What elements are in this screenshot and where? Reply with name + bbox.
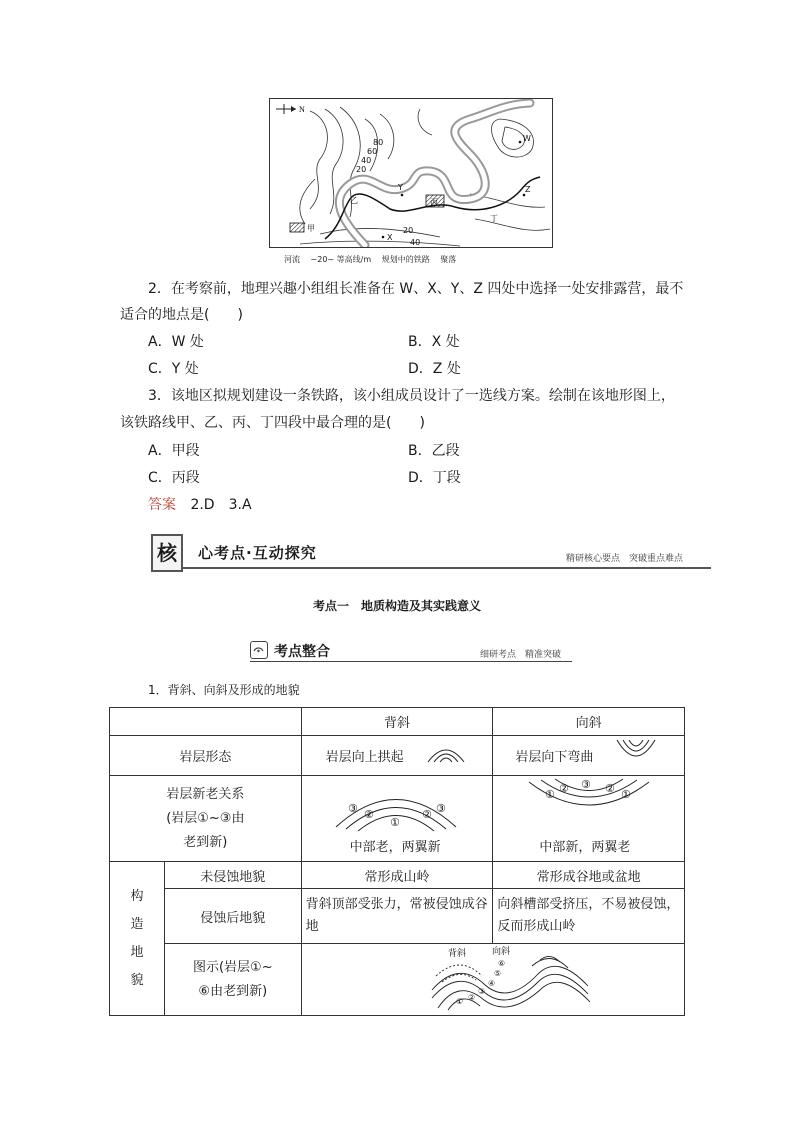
point-y: Y (398, 183, 403, 192)
diagram-anticline-label: 背斜 (447, 949, 466, 959)
subsection-subtitle: 细研考点 精准突破 (480, 650, 562, 660)
anti-num-5: ③ (435, 802, 446, 815)
diagram-num-3: ③ (477, 987, 485, 996)
diagram-num-4: ④ (487, 979, 495, 988)
diagram-label-line2: ⑥由老到新) (198, 983, 268, 999)
q2-option-a[interactable]: A．W 处 (148, 334, 204, 350)
header-anticline: 背斜 (301, 708, 493, 736)
syncline-shape-text: 岩层向下弯曲 (515, 750, 594, 765)
subsection-title: 考点整合 (274, 644, 330, 660)
row-age-label (110, 776, 302, 862)
q3-option-b[interactable]: B．乙段 (408, 443, 460, 459)
contour-label-80: 80 (373, 138, 384, 147)
diagram-num-1: ① (455, 997, 463, 1006)
row-uneroded-syncline: 常形成谷地或盆地 (493, 862, 685, 889)
row-eroded (110, 889, 685, 944)
contour-label-60: 60 (367, 147, 378, 156)
anticline-age-text: 中部老，两翼新 (349, 840, 441, 855)
q3-option-d[interactable]: D．丁段 (408, 470, 461, 486)
row-age-anticline (301, 776, 493, 862)
header-empty-cell (110, 708, 302, 736)
answer-label: 答案 (148, 497, 176, 513)
answer-line (148, 495, 252, 515)
syn-num-2: ② (559, 782, 570, 795)
group-char-2: 造 (130, 916, 144, 932)
syn-num-1: ① (545, 788, 556, 801)
row-eroded-anticline: 背斜顶部受张力，常被侵蚀成谷地 (301, 889, 493, 944)
contour-label-40: 40 (361, 156, 372, 165)
legend-settlement: 聚落 (440, 255, 457, 264)
group-char-1: 构 (130, 888, 144, 904)
section-banner-title: 心考点·互动探究 (198, 544, 317, 562)
row-age (110, 776, 685, 862)
kaodian-title: 考点一 地质构造及其实践意义 (312, 599, 481, 613)
row-eroded-label: 侵蚀后地貌 (164, 889, 301, 944)
q2-option-d[interactable]: D．Z 处 (408, 361, 461, 377)
segment-ding: 丁 (490, 214, 498, 223)
section-banner-box: 核 (151, 534, 183, 572)
q2-stem-line1: 2．在考察前，地理兴趣小组组长准备在 W、X、Y、Z 四处中选择一处安排露营，最不 (148, 281, 684, 297)
row-uneroded-label: 未侵蚀地貌 (164, 862, 301, 889)
point-x: X (387, 233, 393, 242)
group-label-landform (110, 862, 165, 1016)
diagram-num-2: ② (467, 993, 475, 1002)
row-shape-syncline (493, 736, 685, 776)
segment-yi: 乙 (350, 196, 358, 205)
point-z: Z (525, 185, 531, 194)
legend-river: 河流 (284, 255, 300, 264)
anticline-shape-text: 岩层向上拱起 (325, 750, 404, 765)
row-uneroded-anticline: 常形成山岭 (301, 862, 493, 889)
legend-contour: ~20~ 等高线/m (310, 255, 372, 264)
section-banner-line (183, 567, 711, 569)
group-char-4: 貌 (130, 972, 144, 988)
row-shape (110, 736, 685, 776)
header-syncline: 向斜 (493, 708, 685, 736)
diagram-label-line1: 图示(岩层①~ (192, 959, 273, 975)
q3-stem-line2: 该铁路线甲、乙、丙、丁四段中最合理的是( ) (120, 415, 425, 431)
fold-structure-table (109, 707, 685, 1016)
q2-stem-line2: 适合的地点是( ) (120, 307, 243, 323)
north-label: N (299, 105, 305, 114)
syn-num-4: ② (605, 782, 616, 795)
fold-erosion-diagram (428, 946, 598, 1012)
row-eroded-syncline: 向斜槽部受挤压，不易被侵蚀，反而形成山岭 (493, 889, 685, 944)
q3-stem-line1: 3．该地区拟规划建设一条铁路，该小组成员设计了一选线方案。绘制在该地形图上， (148, 388, 675, 404)
row-shape-label: 岩层形态 (110, 736, 302, 776)
age-label-line3: 老到新) (183, 834, 228, 850)
row-uneroded (110, 862, 685, 889)
anti-num-4: ② (421, 808, 432, 821)
settlement-jia (290, 223, 304, 232)
group-char-3: 地 (130, 944, 144, 960)
book-icon (250, 641, 268, 659)
topographic-map (269, 98, 553, 248)
segment-jia: 甲 (307, 224, 315, 233)
anti-num-3: ① (389, 816, 400, 829)
q2-option-c[interactable]: C．Y 处 (148, 361, 199, 377)
contour-label-40b: 40 (410, 238, 421, 247)
row-diagram-cell (301, 944, 684, 1016)
q3-option-a[interactable]: A．甲段 (148, 443, 200, 459)
syn-num-3: ③ (581, 778, 592, 791)
age-label-line2: (岩层①~③由 (166, 810, 245, 826)
subsection-line (250, 661, 572, 662)
row-diagram (110, 944, 685, 1016)
anticline-age-diagram (326, 782, 466, 832)
segment-bing: 丙 (430, 198, 438, 207)
syncline-shape-icon (613, 738, 659, 766)
contour-label-20b: 20 (403, 226, 414, 235)
contour-label-20: 20 (356, 165, 367, 174)
diagram-syncline-label: 向斜 (491, 947, 510, 957)
diagram-num-6: ⑥ (497, 959, 505, 968)
syn-num-5: ① (621, 788, 632, 801)
row-diagram-label (164, 944, 301, 1016)
row-age-syncline (493, 776, 685, 862)
point-w: W (523, 134, 531, 143)
legend-railway: 规划中的铁路 (381, 255, 430, 264)
q3-option-c[interactable]: C．丙段 (148, 470, 200, 486)
map-legend (284, 254, 464, 265)
answer-value: 2.D 3.A (190, 497, 252, 513)
section-banner-subtitle: 精研核心要点 突破重点难点 (566, 554, 684, 564)
syncline-age-text: 中部新，两翼老 (539, 840, 631, 855)
age-label-line1: 岩层新老关系 (166, 786, 245, 802)
anticline-shape-icon (424, 740, 468, 764)
table-header-row (110, 708, 685, 736)
topographic-map-svg (270, 99, 552, 247)
anti-num-2: ② (363, 808, 374, 821)
row-shape-anticline (301, 736, 493, 776)
table-title: 1．背斜、向斜及形成的地貌 (148, 683, 300, 697)
q2-option-b[interactable]: B．X 处 (408, 334, 460, 350)
north-arrow-icon (276, 104, 305, 114)
anti-num-1: ③ (347, 802, 358, 815)
diagram-num-5: ⑤ (493, 969, 501, 978)
syncline-age-diagram (519, 778, 659, 820)
